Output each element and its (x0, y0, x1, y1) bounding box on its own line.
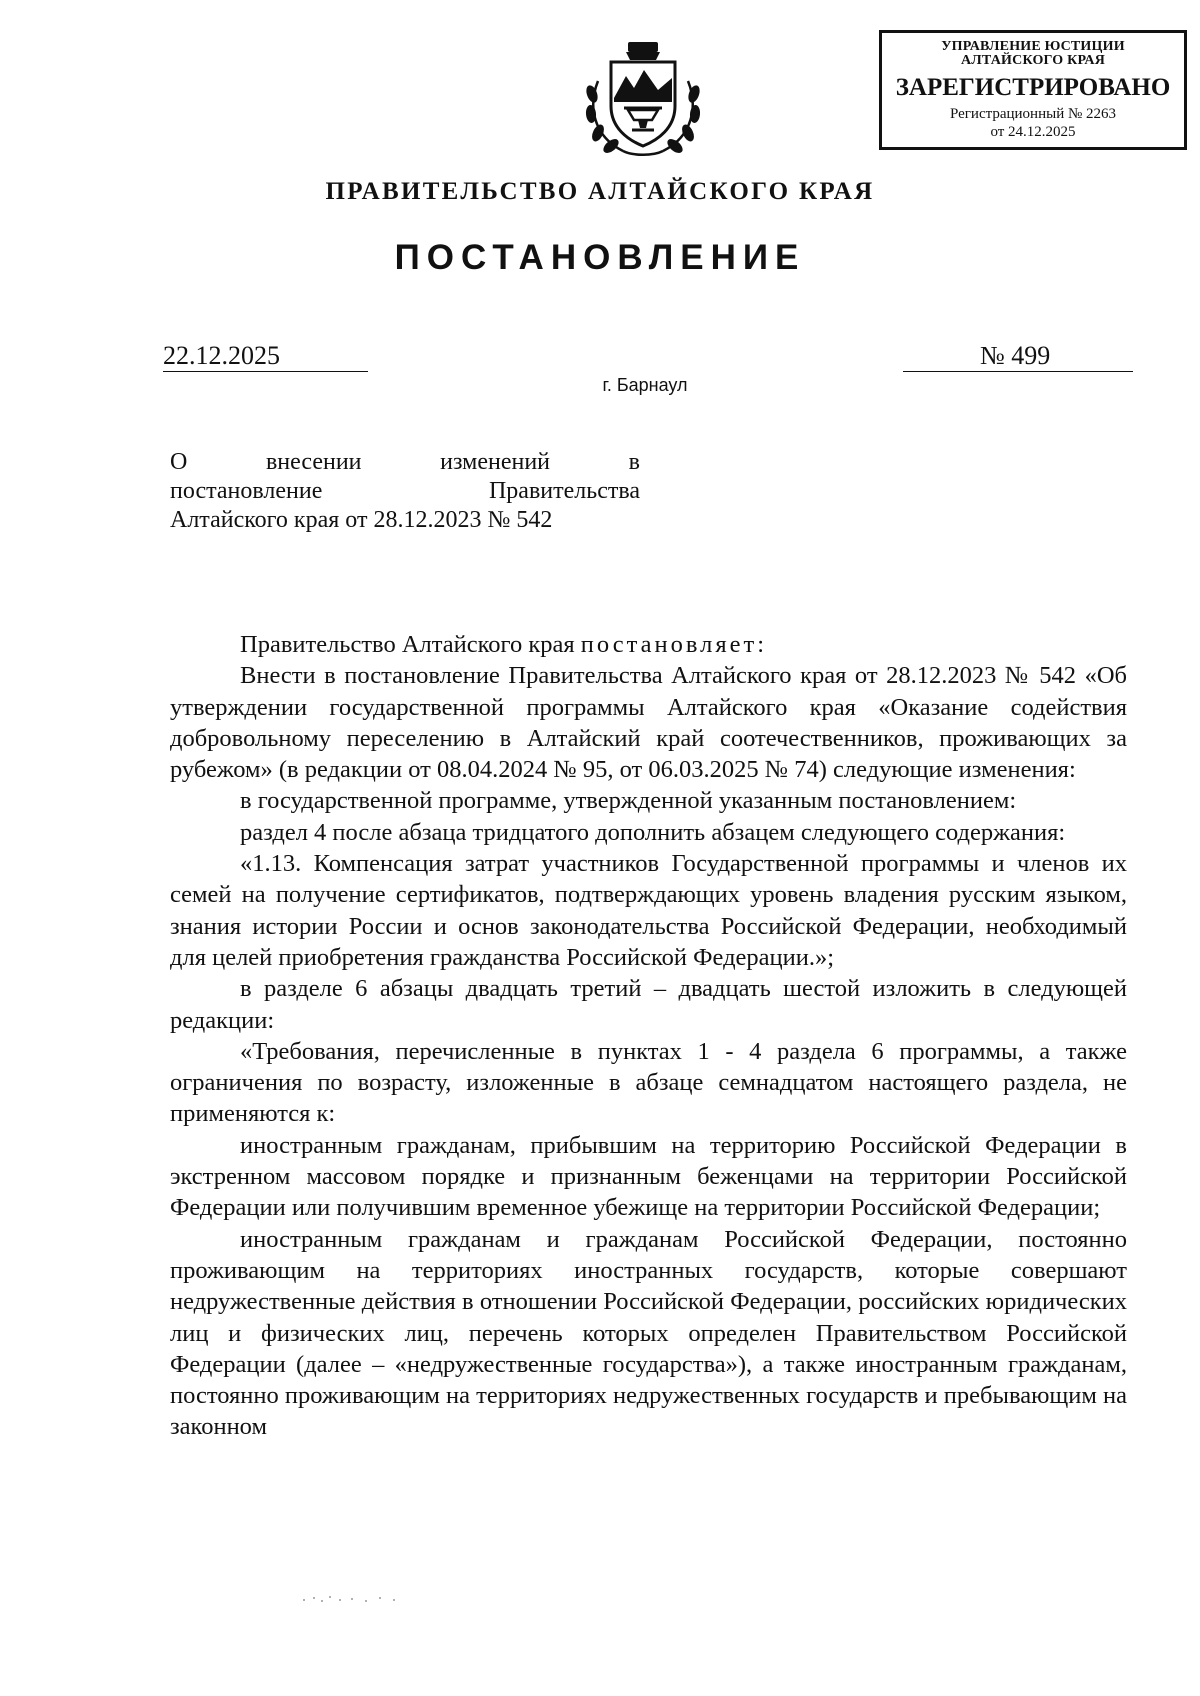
subject-line-3: Алтайского края от 28.12.2023 № 542 (170, 507, 553, 533)
body-paragraph: в государственной программе, утвержденной указанным постановлением: (240, 787, 1017, 815)
registration-stamp (879, 30, 1187, 150)
intro-text: Правительство Алтайского края (240, 631, 581, 658)
intro-colon: : (757, 631, 764, 658)
document-body (170, 629, 1127, 1443)
document-subject (170, 448, 640, 535)
stamp-org-line2: АЛТАЙСКОГО КРАЯ (960, 53, 1106, 68)
intro-keyword: постановляет (580, 631, 758, 658)
body-paragraph: Внести в постановление Правительства Алтайского края от 28.12.2023 № 542 «Об утверждении государственной программы Алтайского края «Оказание содействия добровольному переселению в Алтайский край соотечественников, проживающих за рубежом» (в редакции от 08.04.2024 № 95, от 06.03.2025 № 74) следующие изменения: (170, 662, 1127, 784)
coat-of-arms-icon (578, 36, 708, 162)
document-type: ПОСТАНОВЛЕНИЕ (394, 238, 806, 277)
subject-line-1: О внесении изменений в (170, 449, 640, 475)
body-paragraph: в разделе 6 абзацы двадцать третий – двадцать шестой изложить в следующей редакции: (170, 975, 1127, 1034)
body-paragraph: «Требования, перечисленные в пунктах 1 - 4 раздела 6 программы, а также ограничения по возрасту, изложенные в абзаце семнадцатом настоящего раздела, не применяются к: (170, 1037, 1127, 1128)
stamp-reg-number: Регистрационный № 2263 (949, 106, 1117, 122)
stamp-status: ЗАРЕГИСТРИРОВАНО (895, 74, 1171, 101)
document-city: г. Барнаул (602, 375, 688, 395)
body-paragraph: «1.13. Компенсация затрат участников Государственной программы и членов их семей на получение сертификатов, подтверждающих уровень владения русским языком, знания истории России и основ законодательства Российской Федерации, необходимый для целей приобретения гражданства Российской Федерации.»; (170, 850, 1127, 971)
intro-paragraph (170, 629, 1127, 660)
scan-specks (300, 1592, 430, 1606)
document-date: 22.12.2025 (163, 340, 368, 372)
authority-title: ПРАВИТЕЛЬСТВО АЛТАЙСКОГО КРАЯ (325, 178, 875, 205)
document-number-field (903, 340, 1133, 372)
subject-line-2: постановление Правительства (170, 478, 640, 504)
document-number: № 499 (980, 341, 1051, 370)
stamp-org-line1: УПРАВЛЕНИЕ ЮСТИЦИИ (941, 39, 1125, 54)
body-paragraph: иностранным гражданам и гражданам Российской Федерации, постоянно проживающим на территориях иностранных государств, которые совершают недружественные действия в отношении Российской Федерации, российских юридических лиц и физических лиц, перечень которых определен Правительством Российской Федерации (далее – «недружественные государства»), а также иностранным гражданам, постоянно проживающим на территориях недружественных государств и пребывающим на законном (170, 1225, 1127, 1441)
body-paragraph: раздел 4 после абзаца тридцатого дополнить абзацем следующего содержания: (240, 818, 1066, 846)
stamp-reg-date: от 24.12.2025 (990, 124, 1076, 140)
body-paragraph: иностранным гражданам, прибывшим на территорию Российской Федерации в экстренном массовом порядке и признанным беженцами на территории Российской Федерации или получившим временное убежище на территории Российской Федерации; (170, 1131, 1127, 1222)
